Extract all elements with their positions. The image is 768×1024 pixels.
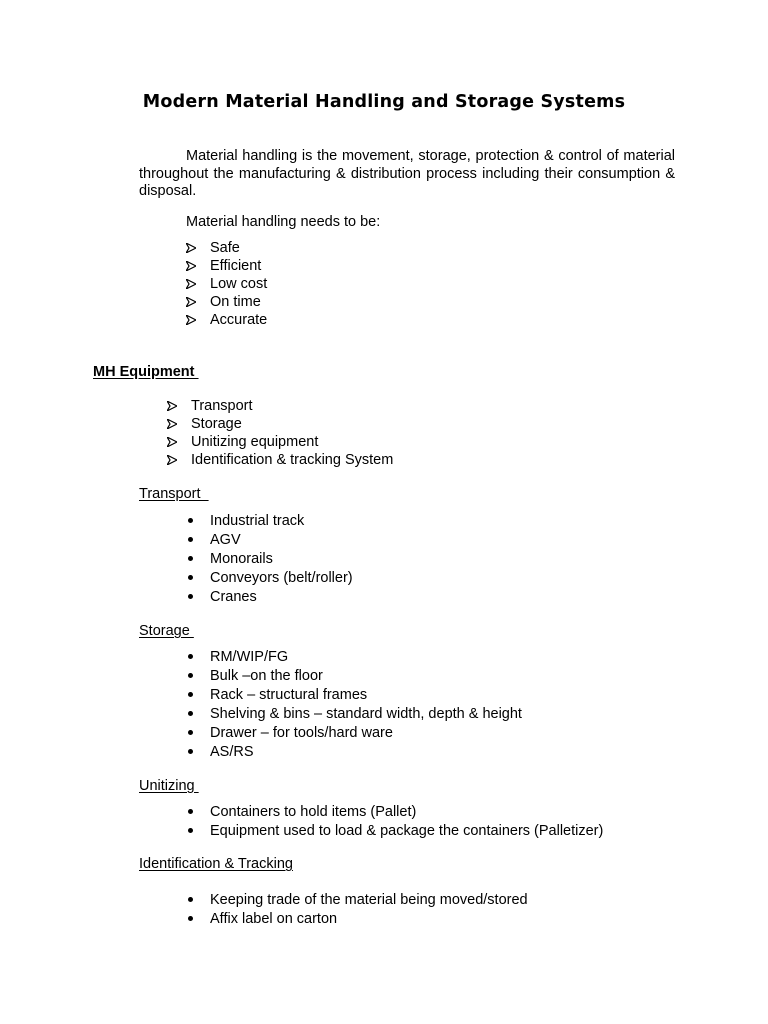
bullet-dot-icon bbox=[188, 897, 193, 902]
bullet-dot-icon bbox=[188, 692, 193, 697]
needs-lead: Material handling needs to be: bbox=[186, 214, 381, 230]
bullet-dot-icon bbox=[188, 711, 193, 716]
need-item: Accurate bbox=[210, 312, 268, 328]
arrow-bullet-icon bbox=[186, 315, 196, 325]
bullet-dot-icon bbox=[188, 654, 193, 659]
page-title: Modern Material Handling and Storage Systems bbox=[142, 92, 626, 112]
bullet-dot-icon bbox=[188, 575, 193, 580]
transport-item: Industrial track bbox=[210, 513, 305, 529]
need-item: On time bbox=[210, 294, 261, 310]
arrow-bullet-icon bbox=[186, 279, 196, 289]
mh-equipment-heading: MH Equipment bbox=[93, 364, 199, 380]
storage-item: AS/RS bbox=[210, 744, 254, 760]
need-item: Safe bbox=[210, 240, 240, 256]
bullet-dot-icon bbox=[188, 730, 193, 735]
equipment-item: Identification & tracking System bbox=[191, 452, 394, 468]
arrow-bullet-icon bbox=[167, 455, 177, 465]
identification-heading: Identification & Tracking bbox=[139, 856, 293, 872]
intro-text: Material handling is the movement, storage, protection & control of material throughout the manufacturing & distribution process including their consumption & disposal. bbox=[139, 148, 675, 199]
arrow-bullet-icon bbox=[186, 297, 196, 307]
arrow-bullet-icon bbox=[167, 419, 177, 429]
unitizing-item: Equipment used to load & package the containers (Palletizer) bbox=[210, 823, 604, 839]
storage-item: Drawer – for tools/hard ware bbox=[210, 725, 393, 741]
storage-item: RM/WIP/FG bbox=[210, 649, 289, 665]
need-item: Efficient bbox=[210, 258, 262, 274]
transport-item: Cranes bbox=[210, 589, 257, 605]
transport-heading: Transport bbox=[139, 486, 209, 502]
unitizing-item: Containers to hold items (Pallet) bbox=[210, 804, 417, 820]
equipment-item: Storage bbox=[191, 416, 242, 432]
arrow-bullet-icon bbox=[186, 261, 196, 271]
unitizing-heading: Unitizing bbox=[139, 778, 199, 794]
identification-item: Affix label on carton bbox=[210, 911, 338, 927]
equipment-item: Unitizing equipment bbox=[191, 434, 319, 450]
bullet-dot-icon bbox=[188, 673, 193, 678]
arrow-bullet-icon bbox=[167, 437, 177, 447]
storage-heading: Storage bbox=[139, 623, 194, 639]
bullet-dot-icon bbox=[188, 594, 193, 599]
storage-item: Bulk –on the floor bbox=[210, 668, 323, 684]
bullet-dot-icon bbox=[188, 828, 193, 833]
storage-item: Rack – structural frames bbox=[210, 687, 368, 703]
bullet-dot-icon bbox=[188, 809, 193, 814]
equipment-item: Transport bbox=[191, 398, 253, 414]
storage-item: Shelving & bins – standard width, depth & height bbox=[210, 706, 522, 722]
transport-item: Monorails bbox=[210, 551, 273, 567]
need-item: Low cost bbox=[210, 276, 268, 292]
transport-item: AGV bbox=[210, 532, 241, 548]
arrow-bullet-icon bbox=[167, 401, 177, 411]
bullet-dot-icon bbox=[188, 518, 193, 523]
bullet-dot-icon bbox=[188, 749, 193, 754]
bullet-dot-icon bbox=[188, 916, 193, 921]
arrow-bullet-icon bbox=[186, 243, 196, 253]
bullet-dot-icon bbox=[188, 556, 193, 561]
transport-item: Conveyors (belt/roller) bbox=[210, 570, 353, 586]
identification-item: Keeping trade of the material being moved/stored bbox=[210, 892, 528, 908]
intro-paragraph bbox=[139, 148, 675, 201]
bullet-dot-icon bbox=[188, 537, 193, 542]
